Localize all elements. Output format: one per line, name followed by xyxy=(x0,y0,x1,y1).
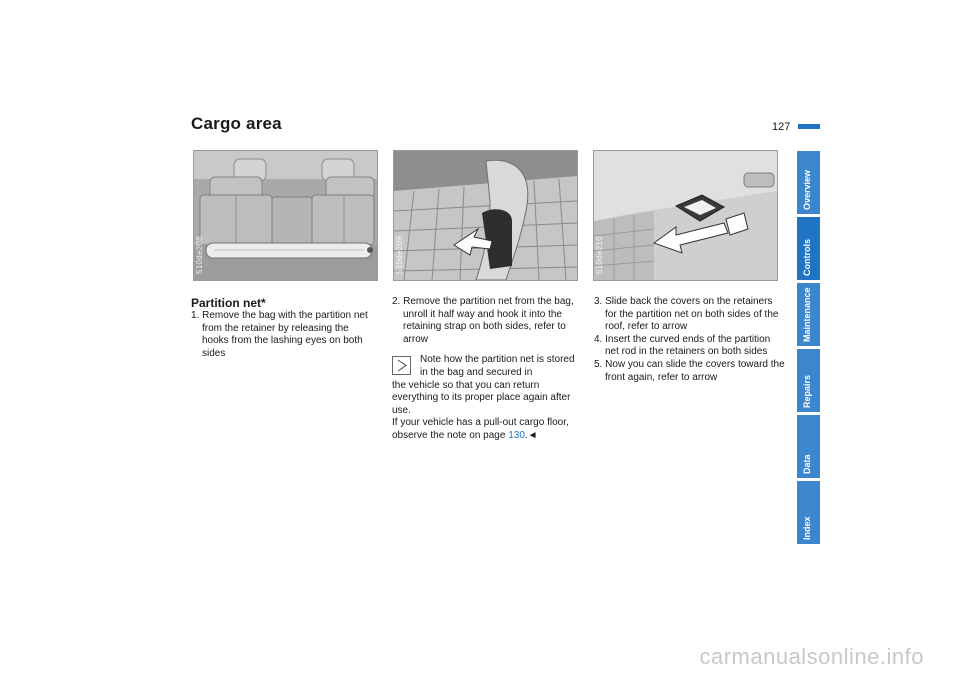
tab-repairs[interactable] xyxy=(797,349,820,412)
note-text-rest: the vehicle so that you can return everything to its proper place again after use. xyxy=(392,379,571,416)
photo-reference-code: 510de208 xyxy=(195,236,204,274)
note-triangle-icon xyxy=(392,356,411,375)
page-number-accent-bar xyxy=(798,124,820,129)
note-block xyxy=(392,354,582,442)
photo-roof-retainer xyxy=(593,150,778,281)
photo-cargo-area-seats xyxy=(193,150,378,281)
text-column-3 xyxy=(594,296,786,384)
tab-label: Index xyxy=(802,516,812,540)
page-title: Cargo area xyxy=(191,114,282,133)
note-text-first: Note how the partition net is stored in the bag and secured in xyxy=(420,354,575,378)
tab-data[interactable] xyxy=(797,415,820,478)
instruction-step-1: 1. Remove the bag with the partition net from the retainer by releasing the hooks from the lashing eyes on both sides xyxy=(191,310,368,359)
tab-label: Controls xyxy=(802,239,812,276)
photo-reference-code: 510de209 xyxy=(395,236,404,274)
note-end-mark: .◄ xyxy=(524,429,538,441)
tab-overview[interactable] xyxy=(797,151,820,214)
page-number: 127 xyxy=(772,121,791,133)
watermark-text: carmanualsonline.info xyxy=(699,644,924,669)
instruction-step-4: 4. Insert the curved ends of the partition net rod in the retainers on both sides xyxy=(594,333,771,358)
instruction-step-2: 2. Remove the partition net from the bag, unroll it half way and hook it into the retaining strap on both sides, refer to arrow xyxy=(392,296,574,345)
page-reference-link[interactable]: 130 xyxy=(508,429,525,441)
instruction-step-5: 5. Now you can slide the covers toward the front again, refer to arrow xyxy=(594,358,785,383)
section-heading: Partition net* xyxy=(191,296,266,310)
tab-controls[interactable] xyxy=(797,217,820,280)
text-column-1 xyxy=(191,296,369,360)
tab-index[interactable] xyxy=(797,481,820,544)
tab-label: Repairs xyxy=(802,374,812,408)
photo-hooking-net xyxy=(393,150,578,281)
photo-reference-code: 510de210 xyxy=(595,236,604,274)
tab-maintenance[interactable] xyxy=(797,283,820,346)
note-text-second xyxy=(392,417,582,442)
tab-label: Data xyxy=(802,454,812,474)
tab-label: Maintenance xyxy=(802,287,812,342)
tab-label: Overview xyxy=(802,169,812,210)
note-second-text: If your vehicle has a pull-out cargo floor, observe the note on page xyxy=(392,417,569,441)
text-column-2 xyxy=(392,296,582,443)
instruction-step-3: 3. Slide back the covers on the retainers for the partition net on both sides of the roof, refer to arrow xyxy=(594,296,779,333)
